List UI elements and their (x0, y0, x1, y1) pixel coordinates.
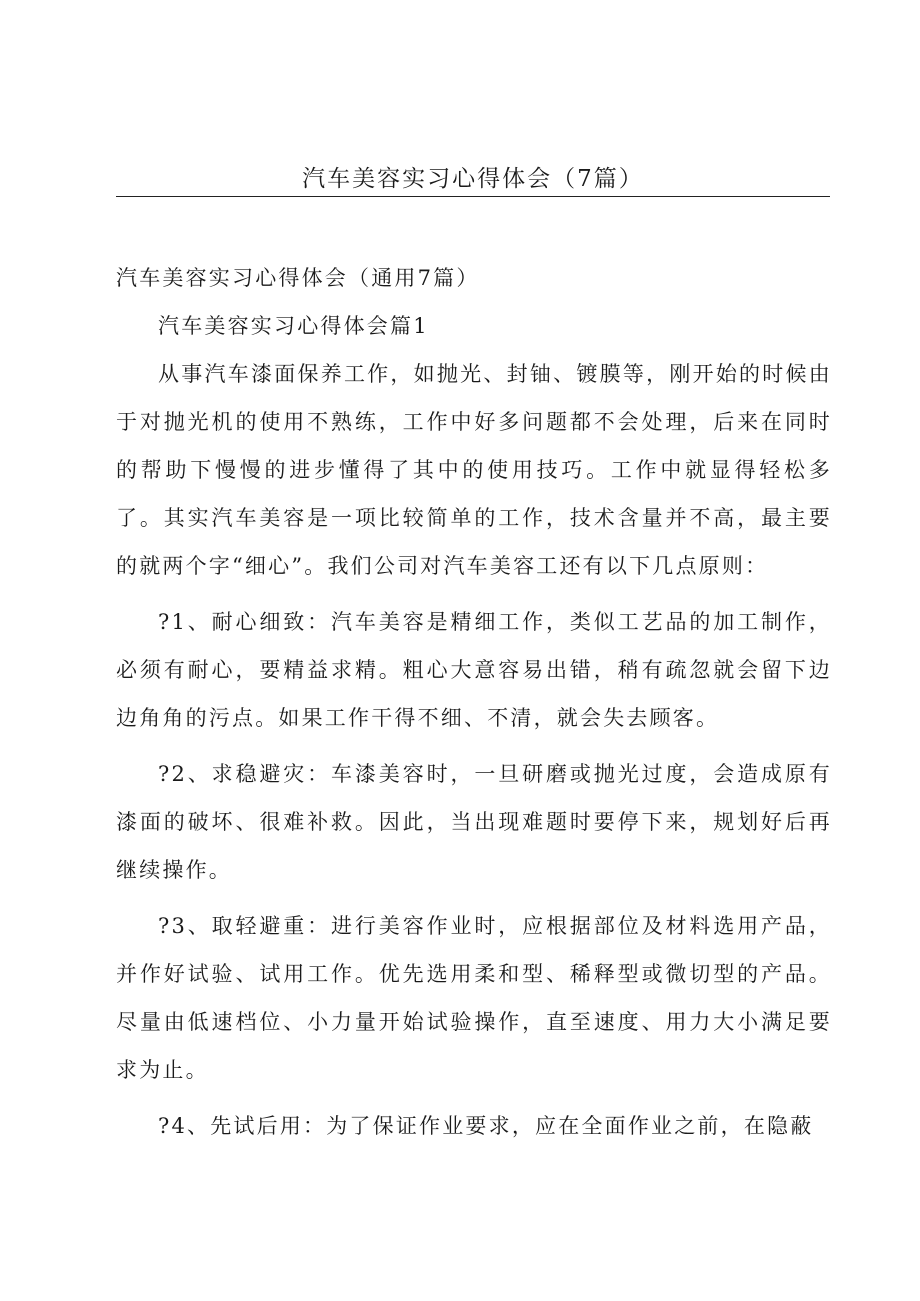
paragraph-intro: 从事汽车漆面保养工作，如抛光、封铀、镀膜等，刚开始的时候由于对抛光机的使用不熟练，工作中好多问题都不会处理，后来在同时的帮助下慢慢的进步懂得了其中的使用技巧。工作中就显得轻松多了。其实汽车美容是一项比较简单的工作，技术含量并不高，最主要的就两个字“细心”。我们公司对汽车美容工还有以下几点原则： (116, 362, 832, 578)
section-heading: 汽车美容实习心得体会篇1 (158, 314, 429, 338)
paragraph-principle-1: ?1、耐心细致：汽车美容是精细工作，类似工艺品的加工制作，必须有耐心，要精益求精。粗心大意容易出错，稍有疏忽就会留下边边角角的污点。如果工作干得不细、不清，就会失去顾客。 (116, 610, 832, 730)
title-divider (116, 196, 830, 197)
document-subtitle: 汽车美容实习心得体会（通用7篇） (116, 266, 480, 290)
paragraph-principle-2: ?2、求稳避灾：车漆美容时，一旦研磨或抛光过度，会造成原有漆面的破坏、很难补救。因此，当出现难题时要停下来，规划好后再继续操作。 (116, 762, 832, 882)
document-title: 汽车美容实习心得体会（7篇） (302, 166, 644, 192)
document-body (116, 254, 832, 1150)
paragraph-principle-4: ?4、先试后用：为了保证作业要求，应在全面作业之前，在隐蔽 (158, 1114, 814, 1138)
paragraph-principle-3: ?3、取轻避重：进行美容作业时，应根据部位及材料选用产品，并作好试验、试用工作。优先选用柔和型、稀释型或微切型的产品。尽量由低速档位、小力量开始试验操作，直至速度、用力大小满足要求为止。 (116, 914, 832, 1082)
